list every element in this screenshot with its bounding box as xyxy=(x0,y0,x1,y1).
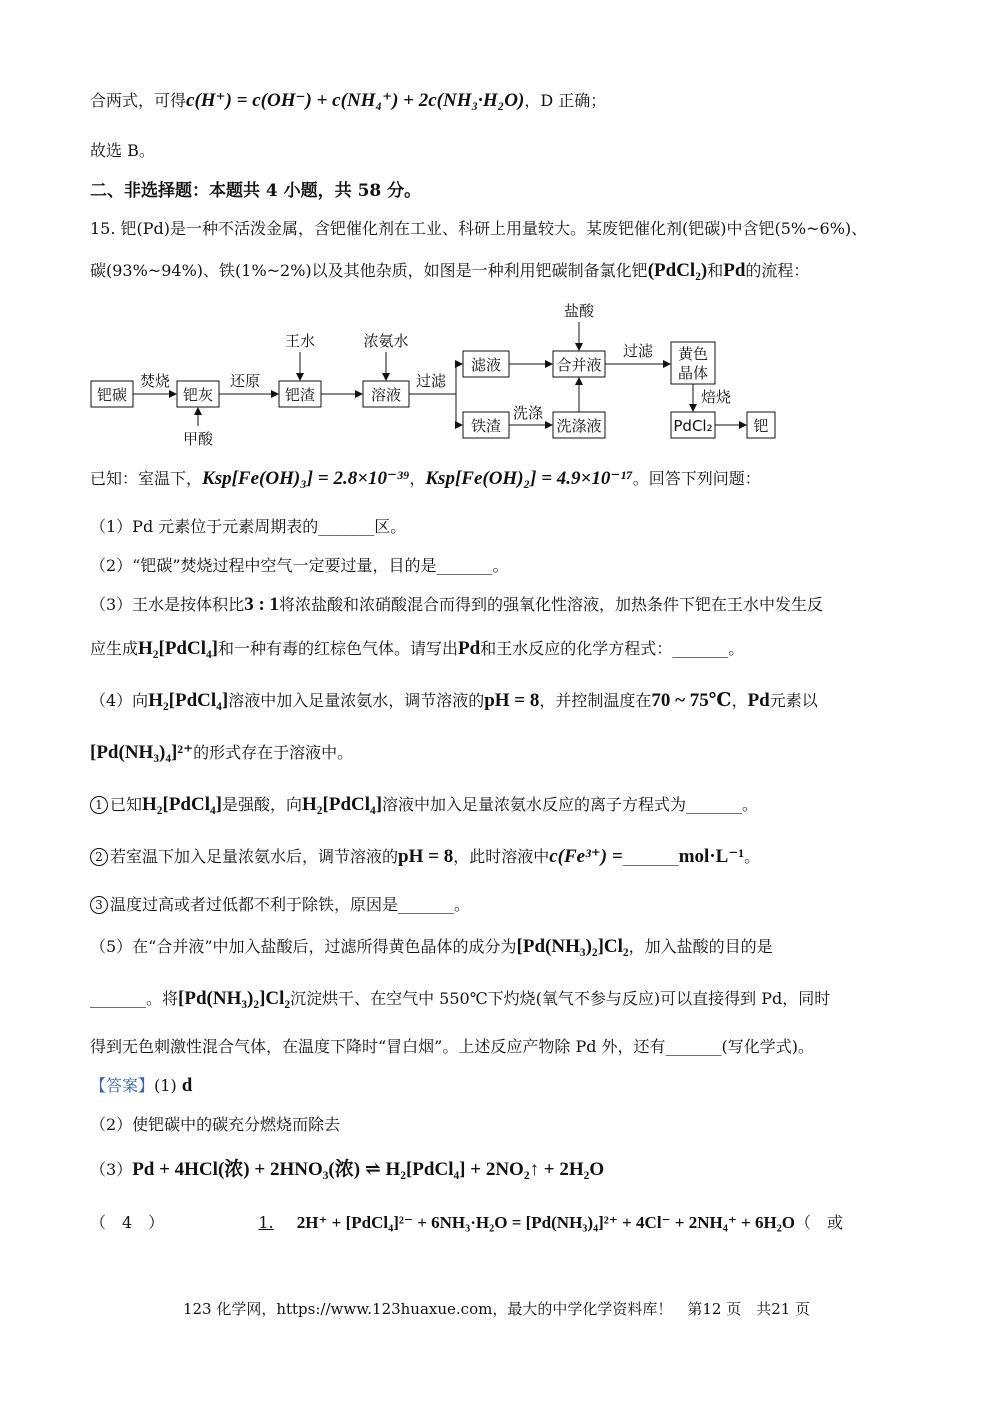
line-answer-choice: 故选 B。 xyxy=(90,141,155,160)
label-wash: 洗涤 xyxy=(512,404,544,422)
text: 的形式存在于溶液中。 xyxy=(193,743,354,762)
label-roast: 焙烧 xyxy=(700,388,732,406)
page-footer: 123 化学网，https://www.123huaxue.com，最大的中学化学资料库！ 第12 页 共21 页 xyxy=(182,1300,811,1318)
formula-pd-ammine-4: [Pd(NH₃)₄]²⁺ xyxy=(90,742,194,763)
answer-3 xyxy=(90,1154,604,1181)
label-reduce: 还原 xyxy=(229,372,261,390)
text: 已知：室温下， xyxy=(90,469,203,488)
q15-intro-line1: 15. 钯(Pd)是一种不活泼金属，含钯催化剂在工业、科研上用量较大。某废钯催化剂(钯碳)中含钯(5%~6%)、 xyxy=(90,219,868,238)
text: (1) xyxy=(154,1076,182,1095)
formula-answer-4: 2H⁺ + [PdCl₄]²⁻ + 6NH₃·H₂O = [Pd(NH₃)₄]²⁺ + 4Cl⁻ + 2NH₄⁺ + 6H₂O xyxy=(296,1213,796,1232)
label-ash: 钯灰 xyxy=(182,386,214,404)
label-wash-liquid: 洗涤液 xyxy=(556,417,602,435)
text: 将浓盐酸和浓硝酸混合而得到的强氧化性溶液，加热条件下钯在王水中发生反 xyxy=(279,595,824,614)
formula-pd: Pd xyxy=(723,260,746,281)
answer-number: 1. xyxy=(258,1213,274,1232)
formula-pd: Pd xyxy=(747,690,770,711)
formula-ph: pH = 8 xyxy=(398,846,454,867)
text: ，此时溶液中 xyxy=(453,847,550,866)
text: ， xyxy=(409,469,426,488)
label-filtrate: 滤液 xyxy=(470,356,502,374)
text: 和 xyxy=(707,261,724,280)
circled-number: 1 xyxy=(90,796,108,814)
circled-number: 2 xyxy=(90,848,108,866)
line-conclusion xyxy=(90,88,606,112)
label-pdc: 钯碳 xyxy=(96,386,128,404)
label-aqua-regia: 王水 xyxy=(284,332,316,350)
formula-ksp-feoh2: Ksp[Fe(OH)₂] = 4.9×10⁻¹⁷ xyxy=(425,468,633,489)
label-yellow-1: 黄色 xyxy=(677,345,709,363)
question-4-2 xyxy=(90,844,760,868)
text: ，D 正确； xyxy=(524,91,607,110)
text: 元素以 xyxy=(769,691,818,710)
text: 碳(93%~94%)、铁(1%~2%)以及其他杂质，如图是一种利用钯碳制备氯化钯 xyxy=(90,261,648,280)
formula-pd-ammine-2: [Pd(NH₃)₂]Cl₂ xyxy=(178,988,291,1009)
formula-ratio: 3 : 1 xyxy=(244,594,280,615)
answer-blank: _______ xyxy=(622,847,679,866)
label-formic: 甲酸 xyxy=(182,430,214,448)
text: （3） xyxy=(90,1160,133,1179)
answer-label: 【答案】 xyxy=(90,1076,155,1095)
q15-intro-line2 xyxy=(90,258,809,282)
formula-h2pdcl4: H₂[PdCl₄] xyxy=(148,690,229,711)
formula-pdcl2: (PdCl₂) xyxy=(647,260,708,281)
text: （ 或 xyxy=(795,1213,844,1232)
text: 。回答下列问题： xyxy=(632,469,761,488)
section-heading: 二、非选择题：本题共 4 小题，共 58 分。 xyxy=(90,181,422,201)
question-3-line2 xyxy=(90,636,744,660)
answer-value: d xyxy=(181,1075,193,1096)
text: 已知 xyxy=(110,795,143,814)
label-iron-slag: 铁渣 xyxy=(470,417,502,435)
text: ，并控制温度在 xyxy=(539,691,652,710)
answer-4 xyxy=(90,1210,902,1233)
question-4-line1 xyxy=(90,688,818,712)
label-ammonia: 浓氨水 xyxy=(363,332,409,350)
text: （5）在“合并液”中加入盐酸后，过滤所得黄色晶体的成分为 xyxy=(90,937,517,956)
formula-temperature: 70 ~ 75℃ xyxy=(651,690,732,711)
formula-charge-balance: c(H⁺) = c(OH⁻) + c(NH₄⁺) + 2c(NH₃·H₂O) xyxy=(186,90,525,111)
question-1: （1）Pd 元素位于元素周期表的_______区。 xyxy=(90,517,407,536)
question-4-1 xyxy=(90,792,758,816)
formula-h2pdcl4: H₂[PdCl₄] xyxy=(138,638,219,659)
text: ，加入盐酸的目的是 xyxy=(628,937,773,956)
text: （ 4 ） xyxy=(90,1213,165,1232)
text: 合两式，可得 xyxy=(90,91,187,110)
text: 沉淀烘干、在空气中 550℃下灼烧(氧气不参与反应)可以直接得到 Pd，同时 xyxy=(290,989,831,1008)
text: 温度过高或者过低都不利于除铁，原因是_______。 xyxy=(110,895,471,914)
text: （3）王水是按体积比 xyxy=(90,595,245,614)
label-slag: 钯渣 xyxy=(284,386,316,404)
formula-ksp-feoh3: Ksp[Fe(OH)₃] = 2.8×10⁻³⁹ xyxy=(202,468,410,489)
answer-1 xyxy=(90,1073,192,1097)
label-burn: 焚烧 xyxy=(139,372,171,390)
formula-answer-3: Pd + 4HCl(浓) + 2HNO₃(浓) ⇌ H₂[PdCl₄] + 2NO₂↑ + 2H₂O xyxy=(132,1159,605,1180)
text: ， xyxy=(731,691,748,710)
formula-unit: mol·L⁻¹ xyxy=(678,846,745,867)
formula-pd-ammine-2: [Pd(NH₃)₂]Cl₂ xyxy=(516,936,629,957)
text: 。 xyxy=(744,847,761,866)
answer-2: （2）使钯碳中的碳充分燃烧而除去 xyxy=(90,1115,341,1134)
text: 和王水反应的化学方程式：_______。 xyxy=(480,639,745,658)
formula-fe3-concentration: c(Fe³⁺) = xyxy=(549,846,623,867)
text: 溶液中加入足量浓氨水，调节溶液的 xyxy=(228,691,485,710)
text: 溶液中加入足量浓氨水反应的离子方程式为_______。 xyxy=(382,795,759,814)
label-solution: 溶液 xyxy=(370,386,402,404)
label-filter-2: 过滤 xyxy=(622,342,654,360)
question-5-line2 xyxy=(90,986,830,1010)
formula-h2pdcl4: H₂[PdCl₄] xyxy=(302,794,383,815)
text: （4）向 xyxy=(90,691,149,710)
label-pdcl2: PdCl₂ xyxy=(673,417,713,435)
question-3-line1 xyxy=(90,592,823,616)
text: 和一种有毒的红棕色气体。请写出 xyxy=(218,639,459,658)
formula-pd: Pd xyxy=(458,638,481,659)
question-2: （2）“钯碳”焚烧过程中空气一定要过量，目的是_______。 xyxy=(90,556,509,575)
question-4-line2 xyxy=(90,740,353,764)
label-merged: 合并液 xyxy=(556,356,602,374)
text: 应生成 xyxy=(90,639,139,658)
formula-ph: pH = 8 xyxy=(484,690,540,711)
question-4-3 xyxy=(90,892,470,915)
label-yellow-2: 晶体 xyxy=(677,364,709,382)
text: 是强酸，向 xyxy=(222,795,303,814)
label-filter-1: 过滤 xyxy=(415,372,447,390)
question-5-line3: 得到无色刺激性混合气体，在温度下降时“冒白烟”。上述反应产物除 Pd 外，还有_______(写化学式)。 xyxy=(90,1037,815,1056)
known-ksp xyxy=(90,466,761,490)
label-hcl: 盐酸 xyxy=(563,302,595,320)
text: _______。将 xyxy=(90,989,179,1008)
formula-h2pdcl4: H₂[PdCl₄] xyxy=(142,794,223,815)
circled-number: 3 xyxy=(90,896,108,914)
question-5-line1 xyxy=(90,934,773,958)
text: 若室温下加入足量浓氨水后，调节溶液的 xyxy=(110,847,399,866)
label-pd: 钯 xyxy=(753,417,769,435)
process-flow-diagram xyxy=(0,296,993,456)
text: 的流程： xyxy=(745,261,810,280)
